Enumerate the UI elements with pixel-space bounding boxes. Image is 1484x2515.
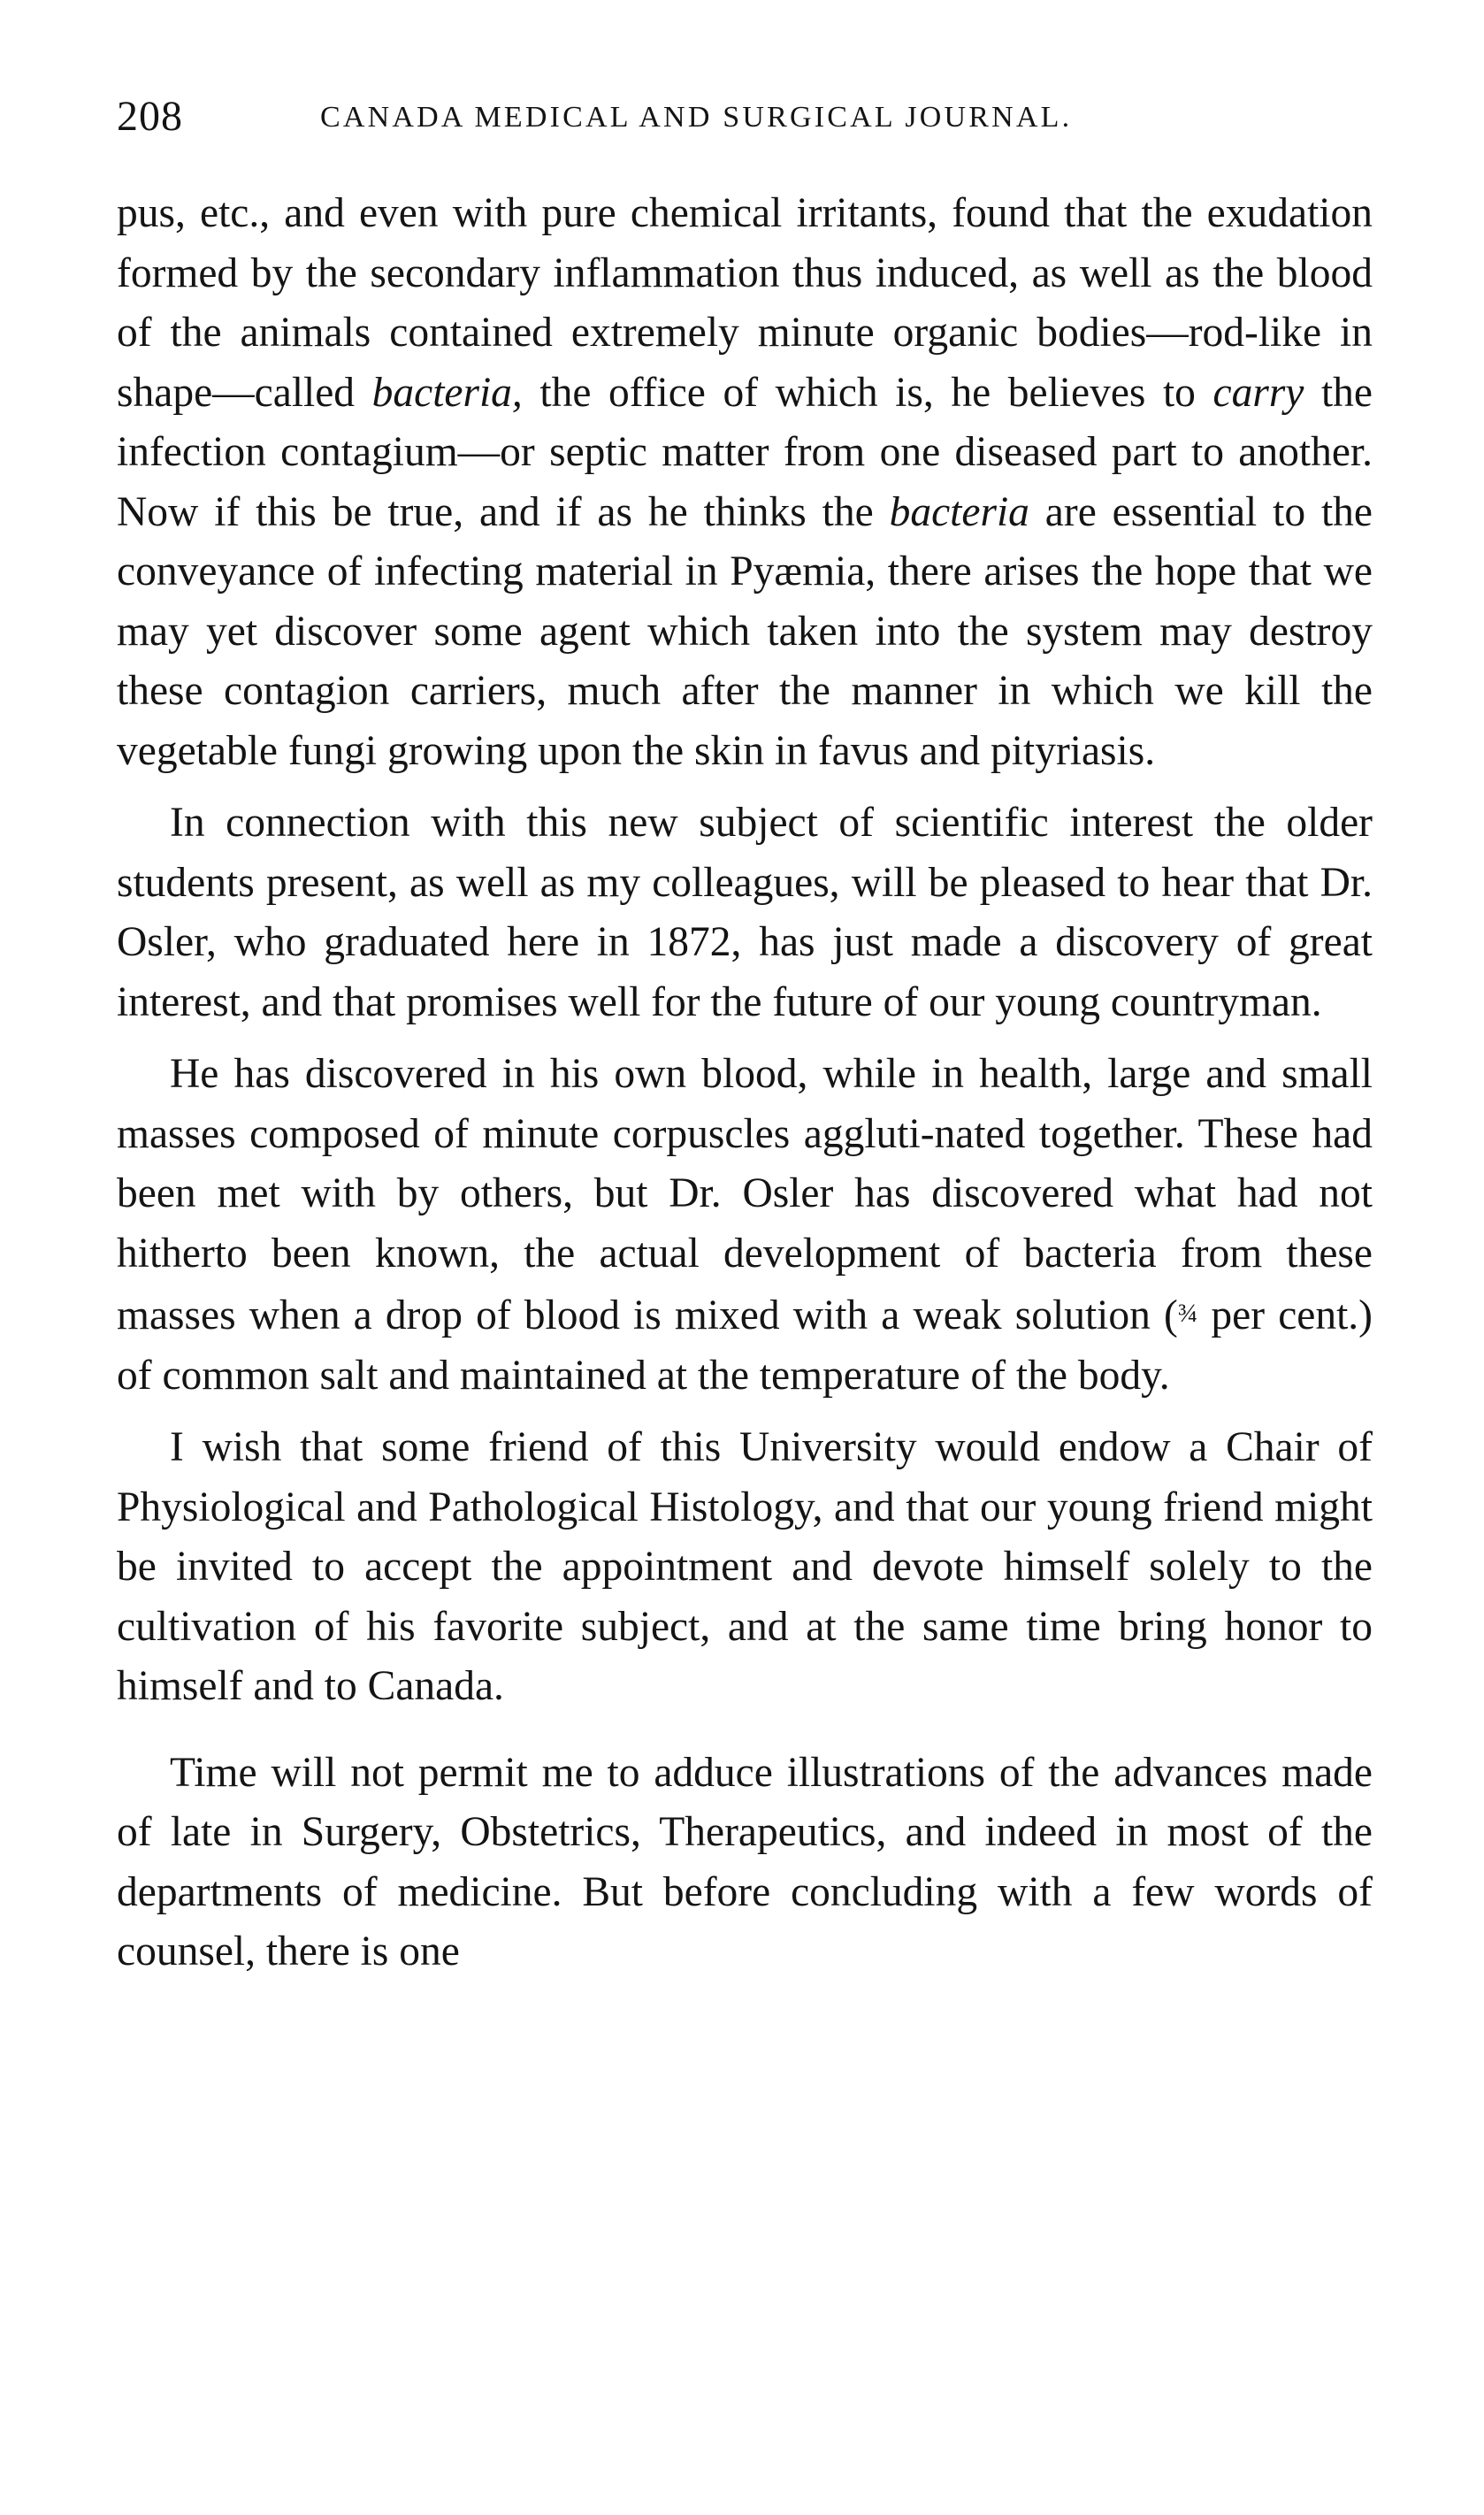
term-bacteria-2: bacteria <box>889 488 1029 535</box>
paragraph-1-text-d: are essential to the conveyance of infecting material in Pyæmia, there arises the hope that we may yet discover some agent which taken into the system may destroy these contagion carriers, much after the manner in which we kill the vegetable fungi growing upon the skin in favus and pityriasis. <box>117 488 1373 774</box>
paragraph-3-text-a: He has discovered in his own blood, while in health, large and small masses composed of minute corpuscles aggluti-nated together. These had been met with by others, but Dr. Osler has discovered what had not hitherto been known, the actual development of bacteria from these masses when a drop of blood is mixed with a weak solution ( <box>117 1051 1373 1338</box>
paragraph-3 <box>117 1045 1373 1406</box>
page-number: 208 <box>117 93 183 140</box>
paragraph-1-text-c: the infection contagium—or septic matter from one diseased part to another. Now if this be true, and if as he thinks the <box>117 369 1373 535</box>
paragraph-4: I wish that some friend of this University would endow a Chair of Physiological and Pathological Histology, and that our young friend might be invited to accept the appointment and devote himself solely to the cultivation of his favorite subject, and at the same time bring honor to himself and to Canada. <box>117 1424 1373 1709</box>
body-text <box>117 184 1373 1982</box>
paragraph-1-text-a: pus, etc., and even with pure chemical irritants, found that the exudation formed by the secondary inflammation thus induced, as well as the blood of the animals contained extremely minute organic bodies—rod-like in shape—called <box>117 190 1373 416</box>
paragraph-1-text-b: the office of which is, he believes to <box>522 369 1213 416</box>
term-bacteria-1: bacteria, <box>371 369 523 416</box>
paragraph-5: Time will not permit me to adduce illustrations of the advances made of late in Surgery, Obstetrics, Therapeutics, and indeed in most of the departments of medicine. But before concluding with a few words of counsel, there is one <box>117 1749 1373 1974</box>
fraction-three-quarters: ¾ <box>1177 1299 1198 1328</box>
term-carry: carry <box>1212 369 1304 416</box>
paragraph-1 <box>117 184 1373 781</box>
paragraph-3-text-b: per cent.) of common salt and maintained at the temperature of the body. <box>117 1292 1373 1399</box>
running-head <box>117 90 1373 143</box>
journal-title: CANADA MEDICAL AND SURGICAL JOURNAL. <box>320 101 1073 134</box>
paragraph-2: In connection with this new subject of scientific interest the older students present, as well as my colleagues, will be pleased to hear that Dr. Osler, who graduated here in 1872, has just made a discovery of great interest, and that promises well for the future of our young countryman. <box>117 800 1373 1025</box>
